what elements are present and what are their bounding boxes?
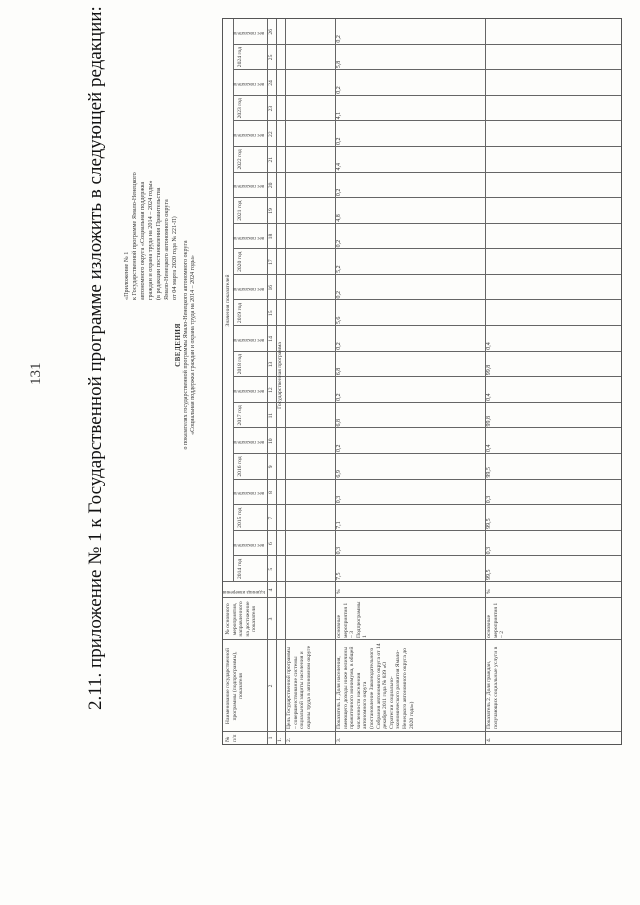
row-value: 0,2 xyxy=(336,188,342,197)
column-number: 25 xyxy=(268,54,274,61)
column-divider xyxy=(233,351,621,352)
row-value: 6,9 xyxy=(336,470,342,478)
row-number: 2. xyxy=(286,737,292,742)
column-number: 26 xyxy=(268,29,274,35)
column-divider xyxy=(233,530,621,531)
appendix-line: от 04 марта 2020 года № 221-П) xyxy=(171,216,178,300)
column-number: 20 xyxy=(268,182,274,189)
header-year: 2019 год xyxy=(237,302,243,324)
header-weight: вес показателя xyxy=(232,80,264,86)
row-divider xyxy=(285,19,286,744)
column-divider xyxy=(233,325,621,326)
row-name: Показатель 1. Доля населения, имеющего доходы ниже величины прожиточного минимума, в общей численности населения автономного округа (постановление Законодательного Собрания автономного округа от 14 декабря 2011 года № 839 «О Стратегии социально-экономического развития Ямало-Ненецкого автономного округа до 2020 года») xyxy=(336,643,415,729)
column-number: 17 xyxy=(268,259,274,265)
header-year: 2014 год xyxy=(237,558,243,579)
column-divider xyxy=(233,146,621,147)
row-value: 0,3 xyxy=(336,495,342,504)
row-value: 99,8 xyxy=(486,415,492,427)
header-weight: вес показателя xyxy=(232,439,264,445)
column-divider xyxy=(233,120,621,121)
column-number: 23 xyxy=(268,105,274,112)
row-value: 6,8 xyxy=(336,418,342,427)
title-line: о показателях государственной программы Ямало-Ненецкого автономного округа xyxy=(182,240,189,450)
page-number: 131 xyxy=(28,362,44,385)
row-value: 6,8 xyxy=(336,367,342,376)
header-weight: вес показателя xyxy=(232,132,264,138)
appendix-note xyxy=(123,140,179,300)
page-heading: 2.11. приложение № 1 к Государственной программе изложить в следующей редакции: xyxy=(85,6,106,710)
column-number: 22 xyxy=(268,131,274,137)
header-year: 2020 год xyxy=(237,251,243,272)
column-number: 16 xyxy=(268,284,274,291)
row-value: 4,1 xyxy=(336,111,342,120)
row-value: 99,8 xyxy=(486,364,492,376)
column-number: 14 xyxy=(268,336,274,342)
row-value: 0,4 xyxy=(486,342,492,350)
header-weight: вес показателя xyxy=(232,541,264,547)
column-divider xyxy=(233,427,621,428)
row-value: 0,2 xyxy=(336,342,342,350)
appendix-line: автономного округа «Социальная поддержка xyxy=(139,181,146,300)
row-value: 4,4 xyxy=(336,163,342,171)
row-value: 0,4 xyxy=(486,393,492,401)
row-value: 5,8 xyxy=(336,60,342,69)
column-number: 1 xyxy=(268,736,274,740)
column-divider xyxy=(233,555,621,556)
column-number: 18 xyxy=(268,233,274,240)
column-number: 12 xyxy=(268,387,274,393)
appendix-line: (в редакции постановления Правительства xyxy=(155,187,162,300)
row-value: 0,2 xyxy=(336,291,342,299)
row-value: 99,5 xyxy=(486,569,492,580)
column-divider xyxy=(233,223,621,224)
column-number: 2 xyxy=(268,684,274,688)
row-value: 4,8 xyxy=(336,214,342,222)
column-number: 4 xyxy=(268,588,274,592)
row-number: 4. xyxy=(486,737,492,742)
row-unit: % xyxy=(336,589,342,594)
header-weight: вес показателя xyxy=(232,234,264,240)
column-divider xyxy=(233,197,621,198)
row-value: 0,3 xyxy=(336,546,342,555)
column-divider xyxy=(233,248,621,249)
header-year: 2018 год xyxy=(237,354,243,375)
row-divider xyxy=(233,19,234,582)
row-value: 0,2 xyxy=(336,35,342,43)
column-number: 10 xyxy=(268,438,274,445)
column-number: 3 xyxy=(268,617,274,621)
column-number: 13 xyxy=(268,361,274,368)
column-divider xyxy=(233,376,621,377)
appendix-line: Ямало-Ненецкого автономного округа xyxy=(163,199,170,300)
row-event: основные мероприятия 1 – 3 Подпрограммы 1 xyxy=(336,601,369,638)
table-title xyxy=(175,135,198,555)
row-number: 3. xyxy=(336,737,342,742)
column-number: 7 xyxy=(268,516,274,520)
row-unit: % xyxy=(486,589,492,594)
column-number: 9 xyxy=(268,465,274,469)
column-divider xyxy=(233,69,621,70)
header-weight: вес показателя xyxy=(232,285,264,291)
column-number: 19 xyxy=(268,208,274,214)
header-year: 2017 год xyxy=(237,405,243,426)
row-value: 0,4 xyxy=(486,444,492,453)
header-weight: вес показателя xyxy=(232,29,264,35)
column-divider xyxy=(233,504,621,505)
column-number: 6 xyxy=(268,542,274,546)
header-event: № основного мероприятия, направленного на достижение показателя xyxy=(225,601,258,637)
column-number: 5 xyxy=(268,567,274,571)
column-divider xyxy=(233,453,621,454)
header-year: 2016 год xyxy=(237,456,243,477)
column-number: 8 xyxy=(268,491,274,494)
row-value: 0,2 xyxy=(336,86,342,94)
header-no: № п/п xyxy=(225,734,238,742)
row-value: 0,3 xyxy=(486,546,492,555)
row-value: 0,2 xyxy=(336,239,342,248)
column-number: 24 xyxy=(268,80,274,86)
row-value: 0,2 xyxy=(336,393,342,401)
header-unit: Единица измерения xyxy=(222,589,265,594)
header-group: Значения показателей xyxy=(225,274,231,327)
row-value: 99,5 xyxy=(486,467,492,478)
appendix-line: к Государственной программе Ямало-Ненецкого xyxy=(131,172,138,300)
row-value: 7,5 xyxy=(336,572,342,580)
column-number: 21 xyxy=(268,156,274,163)
header-weight: вес показателя xyxy=(232,183,264,189)
row-number: 1. xyxy=(277,737,283,742)
column-divider xyxy=(233,172,621,173)
header-year: 2023 год xyxy=(237,98,243,119)
row-event: основные мероприятия 1 – 2 xyxy=(486,602,506,638)
header-name: Наименование государственной программы (подпрограммы), показателя xyxy=(225,647,245,725)
title-main: СВЕДЕНИЯ xyxy=(174,323,182,367)
row-value: 7,1 xyxy=(336,521,342,529)
appendix-line: «Приложение № 1 xyxy=(123,251,130,300)
row-value: 0,2 xyxy=(336,137,342,145)
indicators-table xyxy=(222,18,622,745)
header-weight: вес показателя xyxy=(232,388,264,394)
column-divider xyxy=(233,274,621,275)
column-divider xyxy=(233,479,621,480)
column-number: 11 xyxy=(268,412,274,419)
row-name: Показатель 2. Доля граждан, получающих социальные услуги в xyxy=(486,646,499,729)
header-weight: вес показателя xyxy=(232,490,264,496)
column-number: 15 xyxy=(268,310,274,317)
title-line: «Социальная поддержка граждан и охрана труда на 2014 – 2024 годы» xyxy=(190,255,197,435)
column-divider xyxy=(233,44,621,45)
header-year: 2021 год xyxy=(237,200,243,221)
row-name: Цель Государственной программы – совершенствование системы социальной защиты населения и охраны труда в автономном округе xyxy=(286,645,312,729)
appendix-line: граждан и охрана труда на 2014 – 2024 годы» xyxy=(147,180,154,300)
row-value: 0,3 xyxy=(486,495,492,504)
column-divider xyxy=(233,95,621,96)
row-value: 5,2 xyxy=(336,265,342,273)
header-year: 2015 год xyxy=(237,507,243,528)
row-value: 0,2 xyxy=(336,444,342,453)
row-value: 99,5 xyxy=(486,518,492,529)
header-weight: вес показателя xyxy=(232,336,264,342)
column-divider xyxy=(233,300,621,301)
row-span-title: Государственная программа xyxy=(277,342,283,409)
header-year: 2022 год xyxy=(237,149,243,170)
column-divider xyxy=(233,402,621,403)
header-year: 2024 год xyxy=(237,46,243,68)
row-value: 5,6 xyxy=(336,316,342,325)
